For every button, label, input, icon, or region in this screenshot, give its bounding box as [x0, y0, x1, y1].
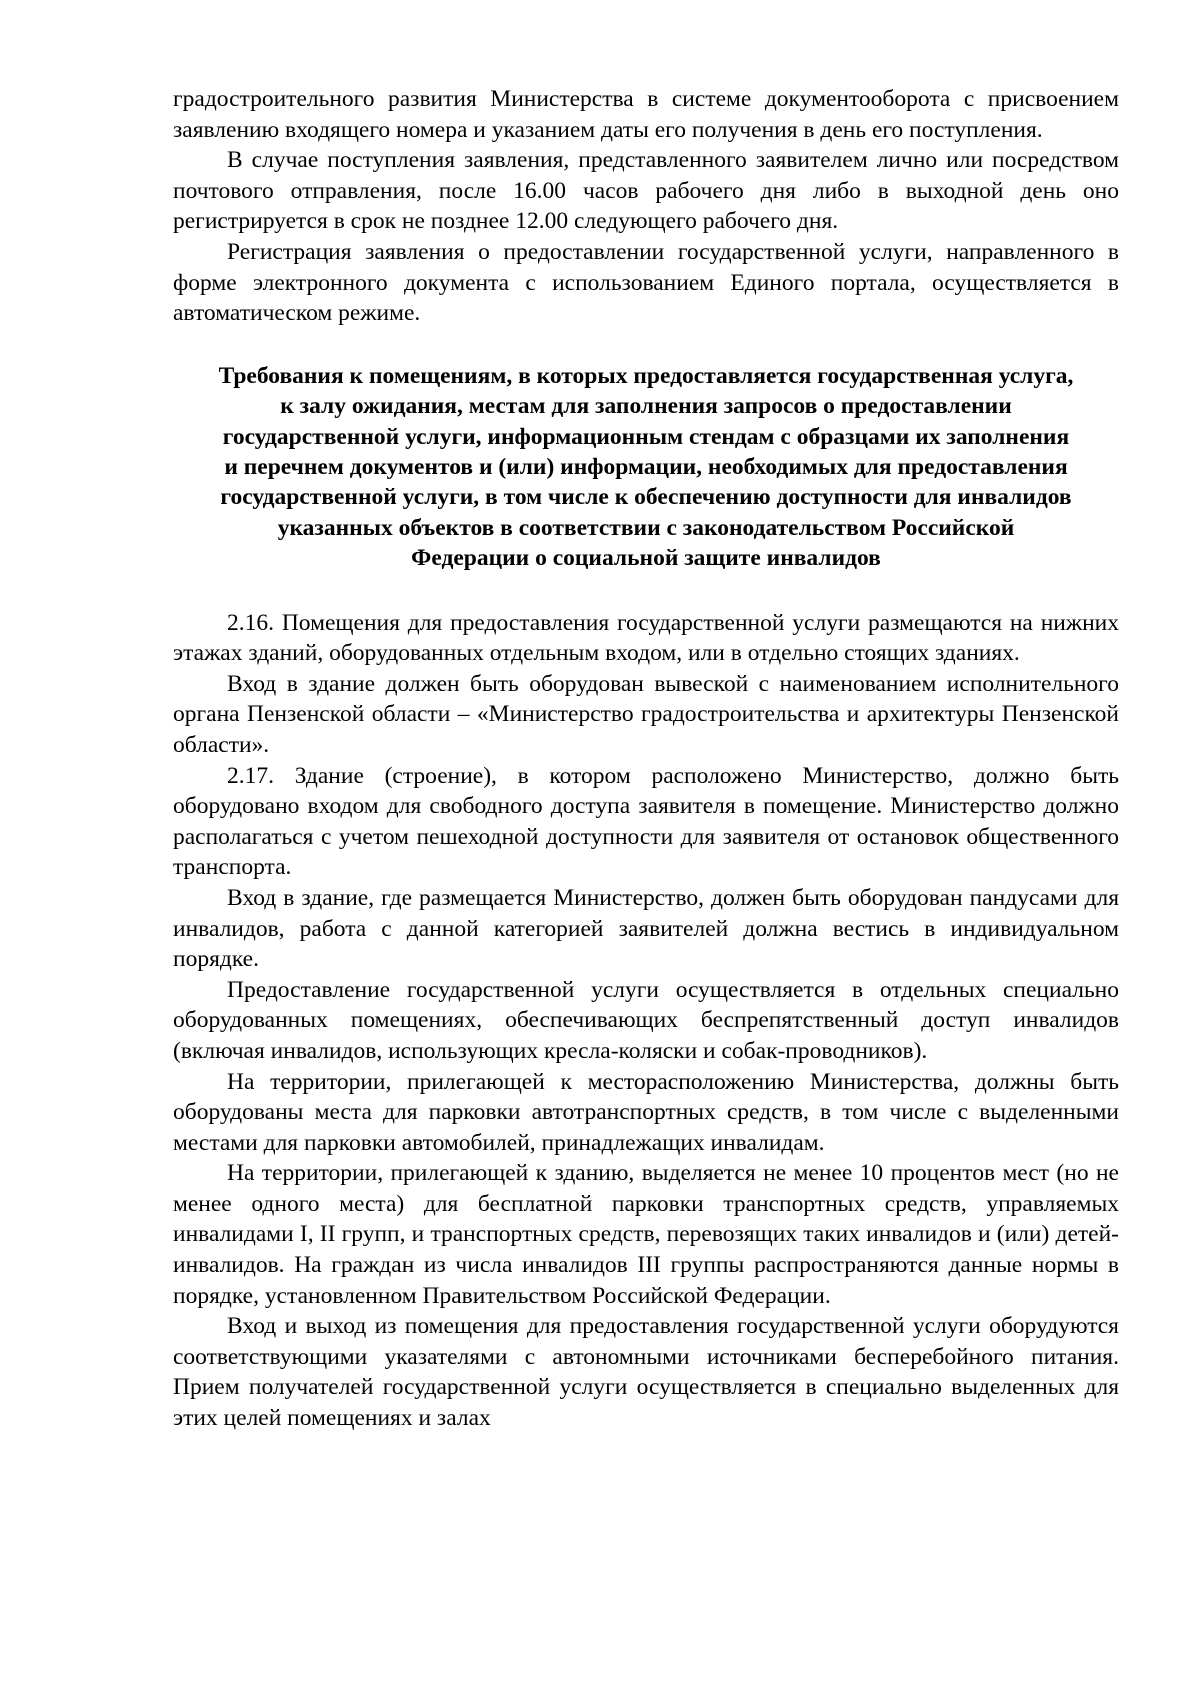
paragraph: Регистрация заявления о предоставлении государственной услуги, направленного в форме электронного документа с использованием Единого портала, осуществляется в автоматическом режиме.: [173, 238, 1119, 327]
paragraph: Вход в здание должен быть оборудован вывеской с наименованием исполнительного органа Пензенской области – «Министерство градостроительства и архитектуры Пензенской области».: [173, 670, 1119, 758]
paragraph: На территории, прилегающей к зданию, выделяется не менее 10 процентов мест (но не менее одного места) для бесплатной парковки транспортных средств, управляемых инвалидами I, II групп, и транспортных средств, перевозящих таких инвалидов и (или) детей-инвалидов. На граждан из числа инвалидов III группы распространяются данные нормы в порядке, установленном Правительством Российской Федерации.: [173, 1160, 1119, 1309]
paragraph: Вход и выход из помещения для предоставления государственной услуги оборудуются соответствующими указателями с автономными источниками бесперебойного питания. Прием получателей государственной услуги осуществляется в специально выделенных для этих целей помещениях и залах: [173, 1313, 1119, 1432]
paragraph: градостроительного развития Министерства в системе документооборота с присвоением заявлению входящего номера и указанием даты его получения в день его поступления.: [173, 86, 1119, 143]
paragraph: На территории, прилегающей к месторасположению Министерства, должны быть оборудованы места для парковки автотранспортных средств, в том числе с выделенными местами для парковки автомобилей, принадлежащих инвалидам.: [173, 1068, 1119, 1156]
section-heading: Требования к помещениям, в которых предоставляется государственная услуга, к залу ожидания, местам для заполнения запросов о предоставлении государственной услуги, информационным стендам с образцами их заполнения и перечнем документов и (или) информации, необходимых для предоставления государственной услуги, в том числе к обеспечению доступности для инвалидов указанных объектов в соответствии с законодательством Российской Федерации о социальной защите инвалидов: [218, 362, 1074, 572]
paragraph: Вход в здание, где размещается Министерство, должен быть оборудован пандусами для инвалидов, работа с данной категорией заявителей должна вестись в индивидуальном порядке.: [173, 884, 1119, 973]
paragraph: Предоставление государственной услуги осуществляется в отдельных специально оборудованных помещениях, обеспечивающих беспрепятственный доступ инвалидов (включая инвалидов, использующих кресла-коляски и собак-проводников).: [173, 976, 1119, 1064]
paragraph: В случае поступления заявления, представленного заявителем лично или посредством почтового отправления, после 16.00 часов рабочего дня либо в выходной день оно регистрируется в срок не позднее 12.00 следующего рабочего дня.: [173, 147, 1119, 235]
paragraph: 2.16. Помещения для предоставления государственной услуги размещаются на нижних этажах зданий, оборудованных отдельным входом, или в отдельно стоящих зданиях.: [173, 609, 1119, 667]
document-page: [173, 84, 1119, 1434]
paragraph: 2.17. Здание (строение), в котором расположено Министерство, должно быть оборудовано входом для свободного доступа заявителя в помещение. Министерство должно располагаться с учетом пешеходной доступности для заявителя от остановок общественного транспорта.: [173, 762, 1119, 881]
